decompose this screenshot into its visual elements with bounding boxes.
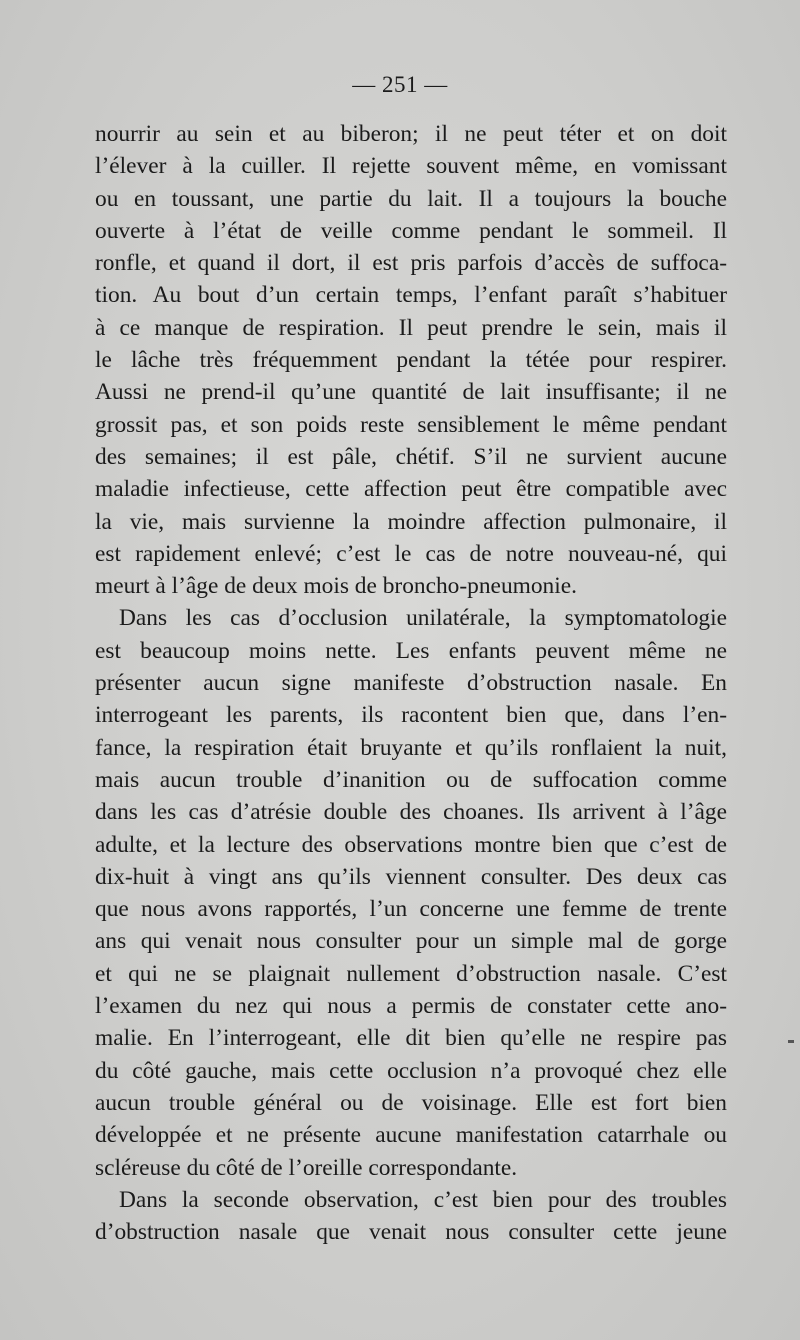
text-line: Dans la seconde observation, c’est bien pour des troubles (119, 1186, 727, 1213)
paragraph (95, 118, 727, 602)
text-line: à ce manque de respiration. Il peut prendre le sein, mais il (95, 314, 727, 341)
text-line: adulte, et la lecture des observations montre bien que c’est de (95, 831, 727, 858)
text-line: l’élever à la cuiller. Il rejette souvent même, en vomissant (95, 153, 727, 180)
text-line: maladie infectieuse, cette affection peut être compatible avec (95, 476, 727, 503)
text-line: développée et ne présente aucune manifestation catarrhale ou (95, 1122, 727, 1149)
margin-mark (788, 1040, 794, 1043)
text-line: nourrir au sein et au biberon; il ne peut téter et on doit (95, 121, 727, 147)
text-line: Dans les cas d’occlusion unilatérale, la symptomatologie (119, 605, 727, 632)
text-line: des semaines; il est pâle, chétif. S’il ne survient aucune (95, 443, 727, 470)
text-line: mais aucun trouble d’inanition ou de suffocation comme (95, 766, 727, 793)
text-line: ans qui venait nous consulter pour un simple mal de gorge (95, 928, 727, 955)
text-line: que nous avons rapportés, l’un concerne une femme de trente (95, 896, 727, 923)
text-line: la vie, mais survienne la moindre affection pulmonaire, il (95, 508, 727, 535)
text-line: Aussi ne prend-il qu’une quantité de lait insuffisante; il ne (95, 379, 727, 406)
text-line: interrogeant les parents, ils racontent bien que, dans l’en- (95, 702, 727, 729)
text-line: dans les cas d’atrésie double des choanes. Ils arrivent à l’âge (95, 799, 727, 826)
text-line: le lâche très fréquemment pendant la tétée pour respirer. (95, 347, 727, 374)
text-line: l’examen du nez qui nous a permis de constater cette ano- (95, 993, 727, 1020)
text-line: du côté gauche, mais cette occlusion n’a provoqué chez elle (95, 1057, 727, 1084)
text-line: et qui ne se plaignait nullement d’obstruction nasale. C’est (95, 960, 727, 987)
text-line: aucun trouble général ou de voisinage. Elle est fort bien (95, 1089, 727, 1116)
text-line: d’obstruction nasale que venait nous consulter cette jeune (95, 1219, 727, 1246)
text-line: dix-huit à vingt ans qu’ils viennent consulter. Des deux cas (95, 863, 727, 890)
text-line: présenter aucun signe manifeste d’obstruction nasale. En (95, 670, 727, 697)
text-line: meurt à l’âge de deux mois de broncho-pneumonie. (95, 573, 577, 600)
text-line: malie. En l’interrogeant, elle dit bien qu’elle ne respire pas (95, 1025, 727, 1052)
text-line: ou en toussant, une partie du lait. Il a toujours la bouche (95, 185, 727, 212)
text-line: fance, la respiration était bruyante et qu’ils ronflaient la nuit, (95, 734, 727, 761)
text-line: ronfle, et quand il dort, il est pris parfois d’accès de suffoca- (95, 250, 727, 277)
text-line: grossit pas, et son poids reste sensiblement le même pendant (95, 411, 727, 438)
paragraph (95, 1184, 727, 1249)
text-line: est rapidement enlevé; c’est le cas de notre nouveau-né, qui (95, 540, 727, 567)
page-number: — 251 — (352, 72, 448, 97)
text-line: scléreuse du côté de l’oreille correspondante. (95, 1154, 518, 1181)
body-text (95, 118, 727, 1248)
text-line: est beaucoup moins nette. Les enfants peuvent même ne (95, 637, 727, 664)
text-line: ouverte à l’état de veille comme pendant le sommeil. Il (95, 217, 727, 244)
text-line: tion. Au bout d’un certain temps, l’enfant paraît s’habituer (95, 282, 727, 309)
paragraph (95, 602, 727, 1183)
